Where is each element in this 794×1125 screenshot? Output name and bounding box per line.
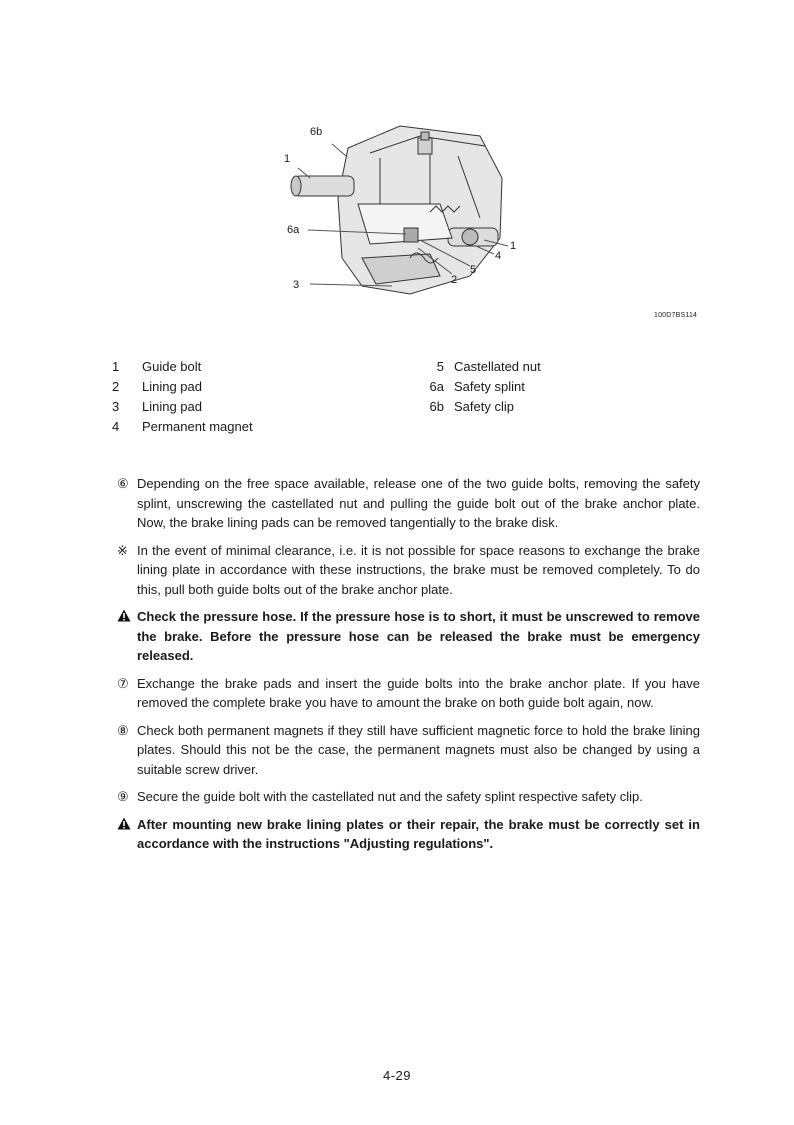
legend-item-number: 2 [112, 379, 120, 394]
warning-triangle-icon [117, 609, 131, 622]
legend-item [112, 397, 253, 417]
callout-2: 2 [451, 274, 458, 286]
warning-triangle-icon [117, 817, 131, 830]
callout-6b: 6b [310, 126, 323, 138]
legend-item [411, 397, 541, 417]
step-marker: ⑨ [117, 789, 129, 804]
step-text: Secure the guide bolt with the castellated nut and the safety splint respective safety clip. [137, 789, 643, 804]
step-marker: ⑧ [117, 722, 129, 738]
legend-item-number: 6b [429, 399, 444, 414]
legend-column-right [411, 357, 541, 417]
step-text: Check both permanent magnets if they still have sufficient magnetic force to hold the brake lining plates. Should this not be the case, the permanent magnets must also be changed by using a suitable screw driver. [137, 722, 700, 777]
callout-4: 4 [495, 250, 502, 262]
step-6 [117, 474, 700, 533]
warning-pressure-hose [117, 607, 700, 666]
legend-item [411, 377, 541, 397]
callout-3: 3 [293, 279, 300, 291]
step-marker: ⑥ [117, 476, 129, 491]
note-text: In the event of minimal clearance, i.e. it is not possible for space reasons to exchange the brake lining plate in accordance with these instructions, the brake must be removed completely. To do this, pull both guide bolts out of the brake anchor plate. [137, 542, 700, 597]
warning-text: After mounting new brake lining plates or their repair, the brake must be correctly set in accordance with the instructions "Adjusting regulations". [137, 816, 700, 851]
page-number: 4-29 [382, 1068, 412, 1083]
legend-item-label: Lining pad [142, 379, 202, 394]
callout-5: 5 [470, 264, 477, 276]
legend-item [112, 417, 253, 437]
step-marker: ⑦ [117, 675, 129, 691]
step-text: Exchange the brake pads and insert the guide bolts into the brake anchor plate. If you have removed the complete brake you have to amount the brake on both guide bolt again, now. [137, 675, 700, 710]
callout-1-right: 1 [510, 240, 517, 252]
legend-item [112, 377, 253, 397]
legend-item-number: 3 [112, 399, 120, 414]
legend-item-label: Safety clip [454, 399, 514, 414]
legend-item-label: Lining pad [142, 399, 202, 414]
legend-item-number: 6a [429, 379, 444, 394]
step-text: Depending on the free space available, release one of the two guide bolts, removing the safety splint, unscrewing the castellated nut and pulling the guide bolt out of the brake anchor plate. Now, the brake lining pads can be removed tangentially to the brake disk. [137, 476, 700, 530]
legend-item-number: 1 [112, 359, 120, 374]
step-8 [117, 721, 700, 780]
legend-item-label: Castellated nut [454, 359, 541, 374]
legend-item-label: Permanent magnet [142, 419, 253, 434]
step-7 [117, 674, 700, 713]
warning-text: Check the pressure hose. If the pressure hose is to short, it must be unscrewed to remove the brake. Before the pressure hose can be released the brake must be emergency released. [137, 609, 700, 663]
legend-column-left [112, 357, 253, 437]
figure-code: 100D7BS114 [654, 312, 698, 319]
legend-item [112, 357, 253, 377]
legend-item-number: 4 [112, 419, 120, 434]
callout-6a: 6a [287, 224, 300, 236]
note-marker: ※ [117, 542, 128, 558]
instructions [117, 474, 700, 862]
warning-marker [117, 815, 137, 854]
note-minimal-clearance [117, 541, 700, 600]
brake-caliper-figure [280, 108, 520, 308]
legend-item [411, 357, 541, 377]
brake-caliper-drawing [280, 108, 520, 308]
step-9 [117, 787, 700, 807]
legend-item-label: Guide bolt [142, 359, 202, 374]
legend-item-label: Safety splint [454, 379, 525, 394]
warning-marker [117, 607, 137, 666]
legend-item-number: 5 [436, 359, 444, 374]
callout-1-top: 1 [284, 153, 291, 165]
warning-adjusting [117, 815, 700, 854]
